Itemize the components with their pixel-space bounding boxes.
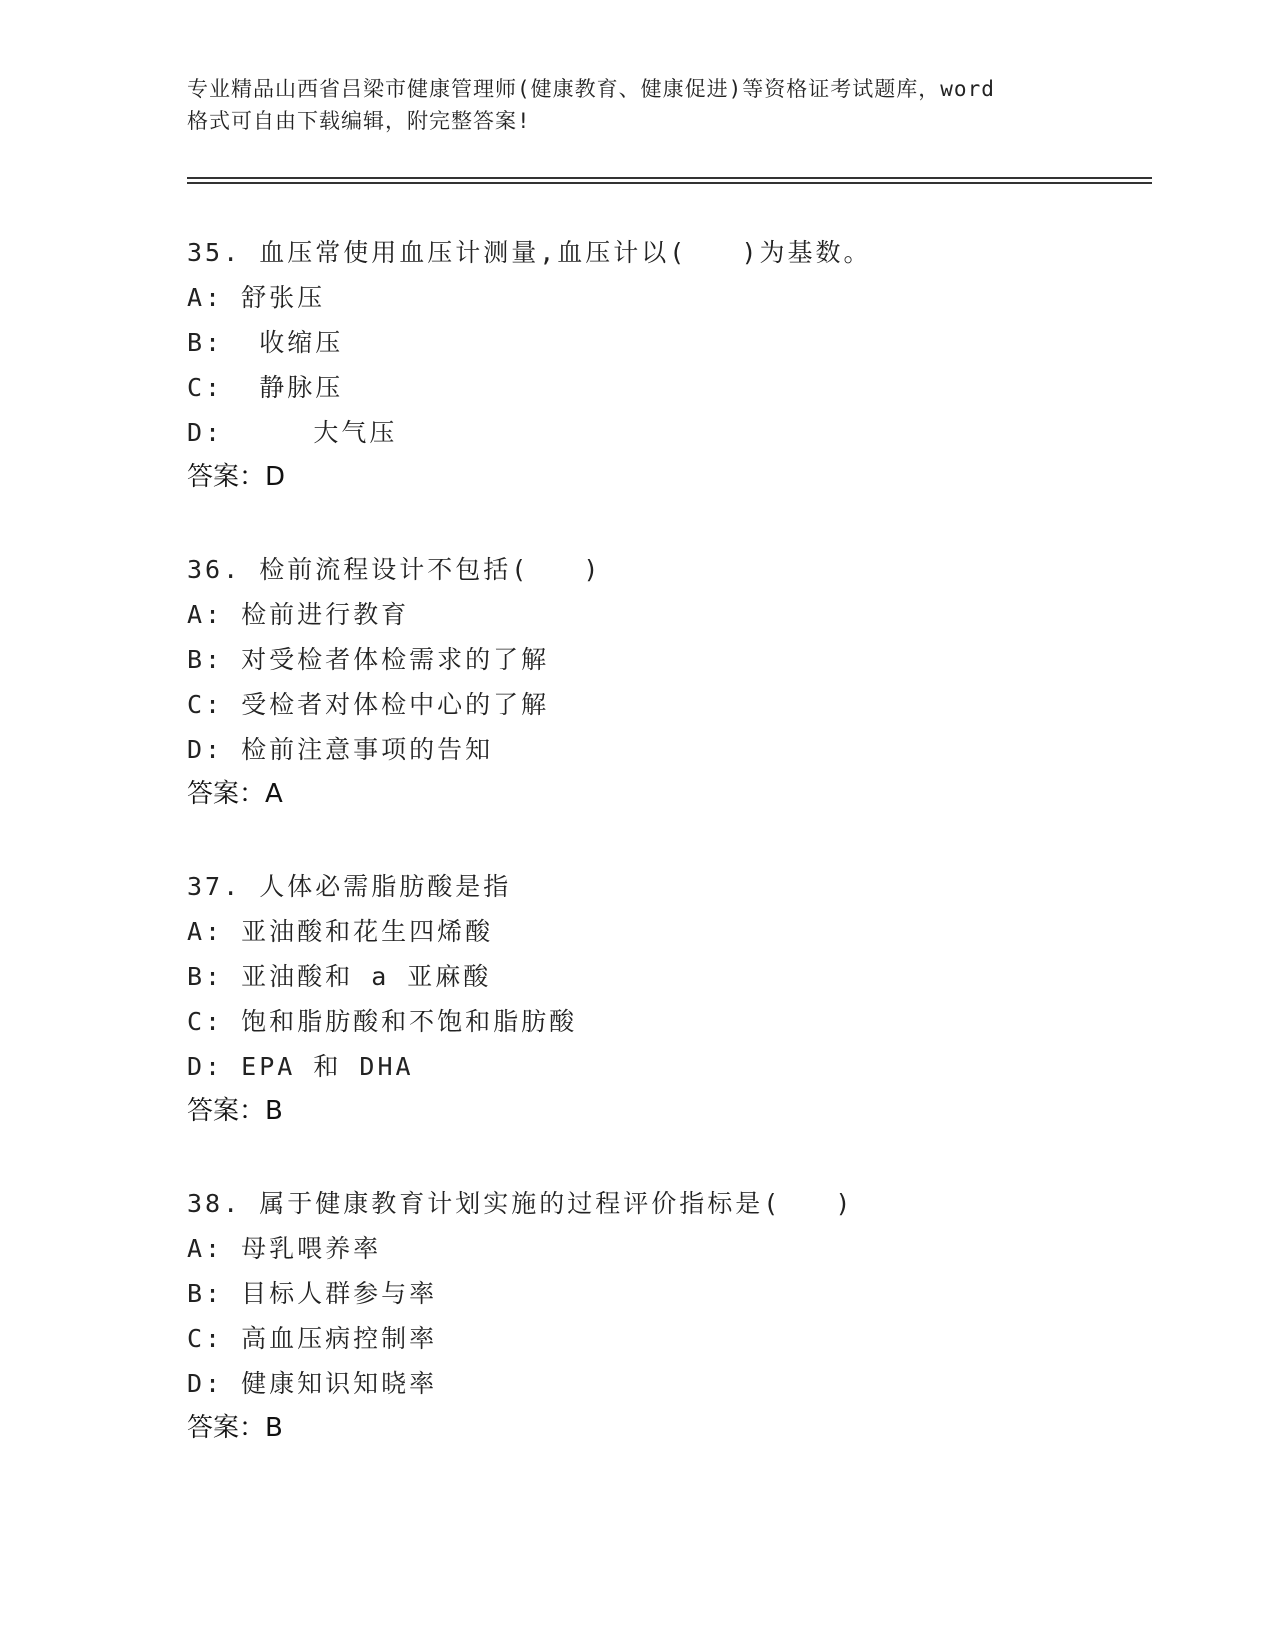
question-36 xyxy=(187,547,1087,817)
option-d: D: EPA 和 DHA xyxy=(187,1052,414,1081)
header-line-1: 专业精品山西省吕梁市健康管理师(健康教育、健康促进)等资格证考试题库，word xyxy=(187,77,995,101)
document-header xyxy=(187,73,1097,137)
option-d: D: 健康知识知晓率 xyxy=(187,1369,438,1398)
option-d: D: 检前注意事项的告知 xyxy=(187,735,494,764)
option-a: A: 亚油酸和花生四烯酸 xyxy=(187,917,494,946)
question-stem: 37. 人体必需脂肪酸是指 xyxy=(187,872,512,901)
header-line-2: 格式可自由下载编辑，附完整答案! xyxy=(187,109,531,133)
option-d: D: 大气压 xyxy=(187,418,398,447)
question-37 xyxy=(187,864,1087,1134)
header-divider xyxy=(187,177,1152,184)
question-stem: 38. 属于健康教育计划实施的过程评价指标是( ) xyxy=(187,1189,854,1218)
answer-label: 答案：B xyxy=(187,1413,283,1443)
question-38 xyxy=(187,1181,1087,1451)
option-a: A: 舒张压 xyxy=(187,283,326,312)
answer-label: 答案：D xyxy=(187,462,286,492)
option-c: C: 静脉压 xyxy=(187,373,344,402)
answer-label: 答案：B xyxy=(187,1096,283,1126)
question-stem: 35. 血压常使用血压计测量,血压计以( )为基数。 xyxy=(187,238,872,267)
option-b: B: 收缩压 xyxy=(187,328,344,357)
option-a: A: 检前进行教育 xyxy=(187,600,410,629)
option-b: B: 对受检者体检需求的了解 xyxy=(187,645,550,674)
option-c: C: 高血压病控制率 xyxy=(187,1324,438,1353)
question-35 xyxy=(187,230,1087,500)
option-c: C: 饱和脂肪酸和不饱和脂肪酸 xyxy=(187,1007,578,1036)
option-b: B: 亚油酸和 a 亚麻酸 xyxy=(187,962,492,991)
question-stem: 36. 检前流程设计不包括( ) xyxy=(187,555,602,584)
option-a: A: 母乳喂养率 xyxy=(187,1234,382,1263)
answer-label: 答案：A xyxy=(187,779,283,809)
option-b: B: 目标人群参与率 xyxy=(187,1279,438,1308)
option-c: C: 受检者对体检中心的了解 xyxy=(187,690,550,719)
